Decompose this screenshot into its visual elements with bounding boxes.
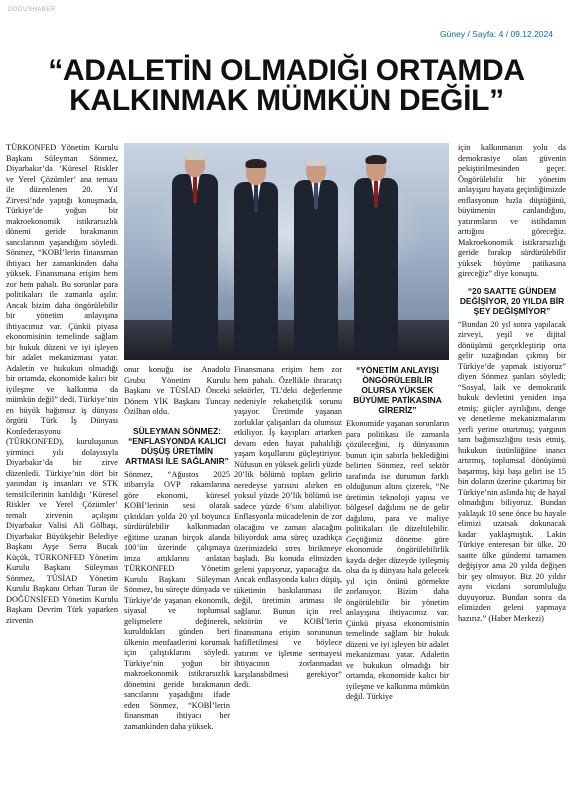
headline	[6, 56, 567, 116]
column-2-intro: onur konuğu ise Anadolu Grubu Yönetim Kurulu Başkanı ve TÜSİAD Önceki Dönem YİK Başkanı Tuncay Özilhan oldu.	[124, 365, 230, 416]
article-column-3	[234, 365, 342, 795]
person-1	[172, 152, 218, 352]
subhead-yonetim: “YÖNETİM ANLAYIŞI ÖNGÖRÜLEBİLİR OLURSA YÜKSEK BÜYÜME PATİKASINA GİRERİZ”	[353, 365, 442, 415]
column-2-text: Sönmez, “Ağustos 2025 itibarıyla OVP rakamlarına göre ekonomi, küresel KOBİ’lerinin sesi olarak çıktıkları yolda 20 yıl boyunca sürdürülebilir kalkınmadan eğitime uzanan birçok alanda 100’ün üzerinde çalışmaya imza attıklarını anlatan TÜRKONFED Yönetim Kurulu Başkanı Süleyman Sönmez, bu süreçte dünyada ve Türkiye’de yaşanan ekonomik, siyasal ve toplumsal gelişmelere değinerek, kuruldukları günden beri ülkenin menfaatlerini korumak için çalıştıklarını söyledi. Türkiye’nin yoğun bir makroekonomik istikrarsızlık dönemini geride bırakmanın sancılarını yaşadığını ifade eden Sönmez, “KOBİ’lerin finansman ihtiyacı her zamankinden daha yüksek.	[124, 469, 230, 731]
article-column-2	[124, 365, 230, 795]
person-4	[354, 156, 398, 352]
headline-line-2: KALKINMAK MÜMKÜN DEĞİL”	[69, 84, 504, 117]
article-column-4	[346, 365, 449, 795]
column-3-text: Finansmana erişim hem zor hem pahalı. Özellikle ihracatçı sektörler, TL’deki değerlenme nedeniyle rekabetçilik sorunu yaşıyor. Üretimde yaşanan zorluklar çalışanları da olumsuz etkiliyor. İş kayıpları artarken devam eden hayat pahalılığı yaşam koşullarını güçleştiriyor. Nüfusun en yüksek gelirli yüzde 20’lik bölümü toplam gelirin neredeyse yarısını alırken en yoksul yüzde 20’lik bölümü ise sadece yüzde 6’sını alabiliyor. Enflasyonla mücadelenin de zor olacağını ve zaman alacağını biliyorduk ama süreç uzadıkça üzerimizdeki stres birikmeye başladı. Bu konuda elimizden geleni yapıyoruz, yapacağız da. Ancak enflasyonda kalıcı düşüş, tüketimin baskılanması ile değil, üretimin artması ile sağlanır. Bunun için reel sektörün ve KOBİ’lerin finansmana erişim sorununun hafifletilmesi ve böylece yatırım ve işletme sermayesi ihtiyacının zorlanmadan karşılanabilmesi gerekiyor” dedi.	[234, 365, 342, 689]
headline-line-1: “ADALETİN OLMADIĞI ORTAMDA	[48, 54, 525, 87]
article-column-1	[6, 143, 118, 793]
column-5-text-1: için kalkınmanın yolu da demokrasiye olan güvenin pekiştirilmesinden geçer. Öngörülebilir bir yönetim anlayışını hayata geçirdiğimizde enflasyonun hızla düştüğünü, büyümenin canlandığını, yatırımların ve istihdamın arttığını göreceğiz. Makroekonomik istikrarsızlığı geride bırakıp sürdürülebilir yüksek büyüme patikasına gireceğiz” diye konuştu.	[458, 143, 566, 278]
page-info: Güney / Sayfa: 4 / 09.12.2024	[440, 29, 553, 39]
column-4-text: Ekonomide yaşanan sorunların para politikası ile zamanla çözüleceğini, iş dünyasının bunun için sabırla beklediğini belirten Sönmez, reel sektör tarafında ise durumun farklı olduğunun altını çizerek, “Ne üretimin teknoloji yapısı ve bölgesel dağılımı ne de gelir dağılımı, para ve maliye politikaları ile düzeltilebilir. Geçtiğimiz döneme göre ekonomide öngörülebilirlik kayda değer düzeyde iyileşmiş olsa da iş dünyası hala gelecek yıl için önünü görmekte zorlanıyor. Bizim daha öngörülebilir bir yönetim anlayışına ihtiyacımız var. Çünkü piyasa ekonomisinin temelinde sağlam bir hukuk düzeni ve iyi işleyen bir adalet mekanizması yatar. Adaletin ve hukukun olmadığı bir ortamda, ekonomide kalıcı bir iyileşme ve kalkınma mümkün değil. Türkiye	[346, 419, 449, 701]
publication-logo: DOGUSHABER	[8, 7, 56, 13]
person-3	[294, 158, 338, 352]
column-1-text: TÜRKONFED Yönetim Kurulu Başkanı Süleyman Sönmez, Diyarbakır’da ‘Küresel Riskler ve Yerel Çözümler’ ana teması ile düzenlenen 20. Yıl Zirvesi’nde yaptığı konuşmada, Türkiye’de yoğun bir makroekonomik istikrarsızlık dönemi geride bırakmanın sancılarının yaşandığını söyledi. Sönmez, “KOBİ’lerin finansman ihtiyacı her zamankinden daha yüksek. Finansmana erişim hem zor hem pahalı. Bu sorunlar para politikaları ile zamanla aşılır. Ancak bizim daha öngörülebilir bir yönetim anlayışına ihtiyacımız var. Çünkü piyasa ekonomisinin temelinde sağlam bir hukuk düzeni ve iyi işleyen bir adalet mekanizması yatar. Adaletin ve hukukun olmadığı bir ortamda, ekonomide kalıcı bir iyileşme ve kalkınma da mümkün değil” dedi. Türkiye’nin en büyük bağımsız iş dünyası örgütü Türk İş Dünyası Konfederasyonu (TÜRKONFED), kuruluşunun yirminci yılı dolayısıyla Diyarbakır’da bir zirve düzenledi. Türkiye’nin dört bir yanından iş insanları ve STK temsilcilerinin katıldığı ‘Küresel Riskler ve Yerel Çözümler’ temalı zirvenin açılışını Diyarbakır Valisi Ali Gölbaşı, Diyarbakır Büyükşehir Belediye Başkanı Ayşe Serra Bucak Küçük, TÜRKONFED Yönetim Kurulu Başkanı Süleyman Sönmez, TÜSİAD Yönetim Kurulu Başkanı Orhan Turan ile DOĞÜNSİFED Yönetim Kurulu Başkanı Devrim Türk yaparken zirvenin	[6, 143, 118, 625]
subhead-20-saatte: “20 SAATTE GÜNDEM DEĞİŞİYOR, 20 YILDA BİR ŞEY DEĞİŞMİYOR”	[459, 285, 565, 316]
subhead-enflasyon: SÜLEYMAN SÖNMEZ: “ENFLASYONDA KALICI DÜŞÜŞ ÜRETİMİN ARTMASI İLE SAĞLANIR”	[125, 425, 229, 466]
column-5-text-2: “Bundan 20 yıl sonra yapılacak zirveyi, yeşil ve dijital dönüşümü gerçekleştirip orta gelir tuzağından çıkmış bir Türkiye’de yapmak istiyoruz” diyen Sönmez şunları söyledi; “Sosyal, laik ve demokratik hukuk devletini yeniden inşa etmiş; güçler ayrılığını, denge ve denetleme mekanizmalarını yerli yerine oturtmuş; yargının tam bağımsızlığını tesis etmiş, hukukun üstünlüğüne inancı artırmış, toplumsal dönüşümü başarmış, kişi başı geliri ise 15 bin doların üzerine çıkartmış bir Türkiye’nin aslında hiç de hayal olmadığını biliyoruz. Bundan yaklaşık 10 sene önce bu hayale elimizi uzatsak dokunacak kadar yaklaşmıştık. Lakin Türkiye enteresan bir ülke. 20 saatte ülke gündemi tamamen değişiyor ama 20 yılda değişen bir şey olmuyor. Biz 20 yıldır aynı vicdani sorumluluğu duyuyoruz. Bundan sonra da elimizden geleni yapmaya hazırız.” (Haber Merkezi)	[458, 319, 566, 623]
masthead	[0, 0, 573, 46]
event-photo	[124, 143, 449, 360]
person-2	[234, 160, 278, 352]
article-column-5	[458, 143, 566, 795]
